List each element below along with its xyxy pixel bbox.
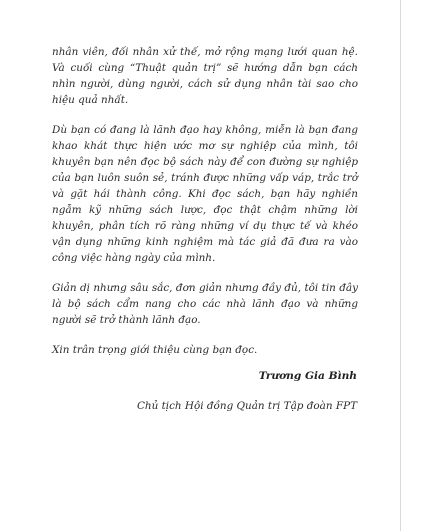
page-edge-divider [400, 0, 401, 531]
paragraph-1: nhân viên, đối nhân xử thế, mở rộng mạng lưới quan hệ. Và cuối cùng “Thuật quản trị” sẽ hướng dẫn bạn cách nhìn người, dùng người, cách sử dụng nhân tài sao cho hiệu quả nhất. [52, 46, 358, 106]
paragraph-3: Giản dị nhưng sâu sắc, đơn giản nhưng đầy đủ, tôi tin đây là bộ sách cẩm nang cho các nhà lãnh đạo và những người sẽ trở thành lãnh đạo. [52, 282, 358, 326]
paragraph-2: Dù bạn có đang là lãnh đạo hay không, miễn là bạn đang khao khát thực hiện ước mơ sự nghiệp của mình, tôi khuyên bạn nên đọc bộ sách này để con đường sự nghiệp của bạn luôn suôn sẻ, tránh được những vấp váp, trắc trở và gặt hái thành công. Khi đọc sách, bạn hãy nghiền ngẫm kỹ những sách lược, đọc thật chậm những lời khuyên, phân tích rõ ràng những ví dụ thực tế và khéo vận dụng những kinh nghiệm mà tác giả đã đưa ra vào công việc hàng ngày của mình. [52, 124, 358, 264]
body-text [52, 44, 358, 372]
paragraph-4: Xin trân trọng giới thiệu cùng bạn đọc. [52, 344, 258, 356]
signature-name: Trương Gia Bình [258, 370, 357, 382]
signature-title: Chủ tịch Hội đồng Quản trị Tập đoàn FPT [136, 400, 357, 412]
